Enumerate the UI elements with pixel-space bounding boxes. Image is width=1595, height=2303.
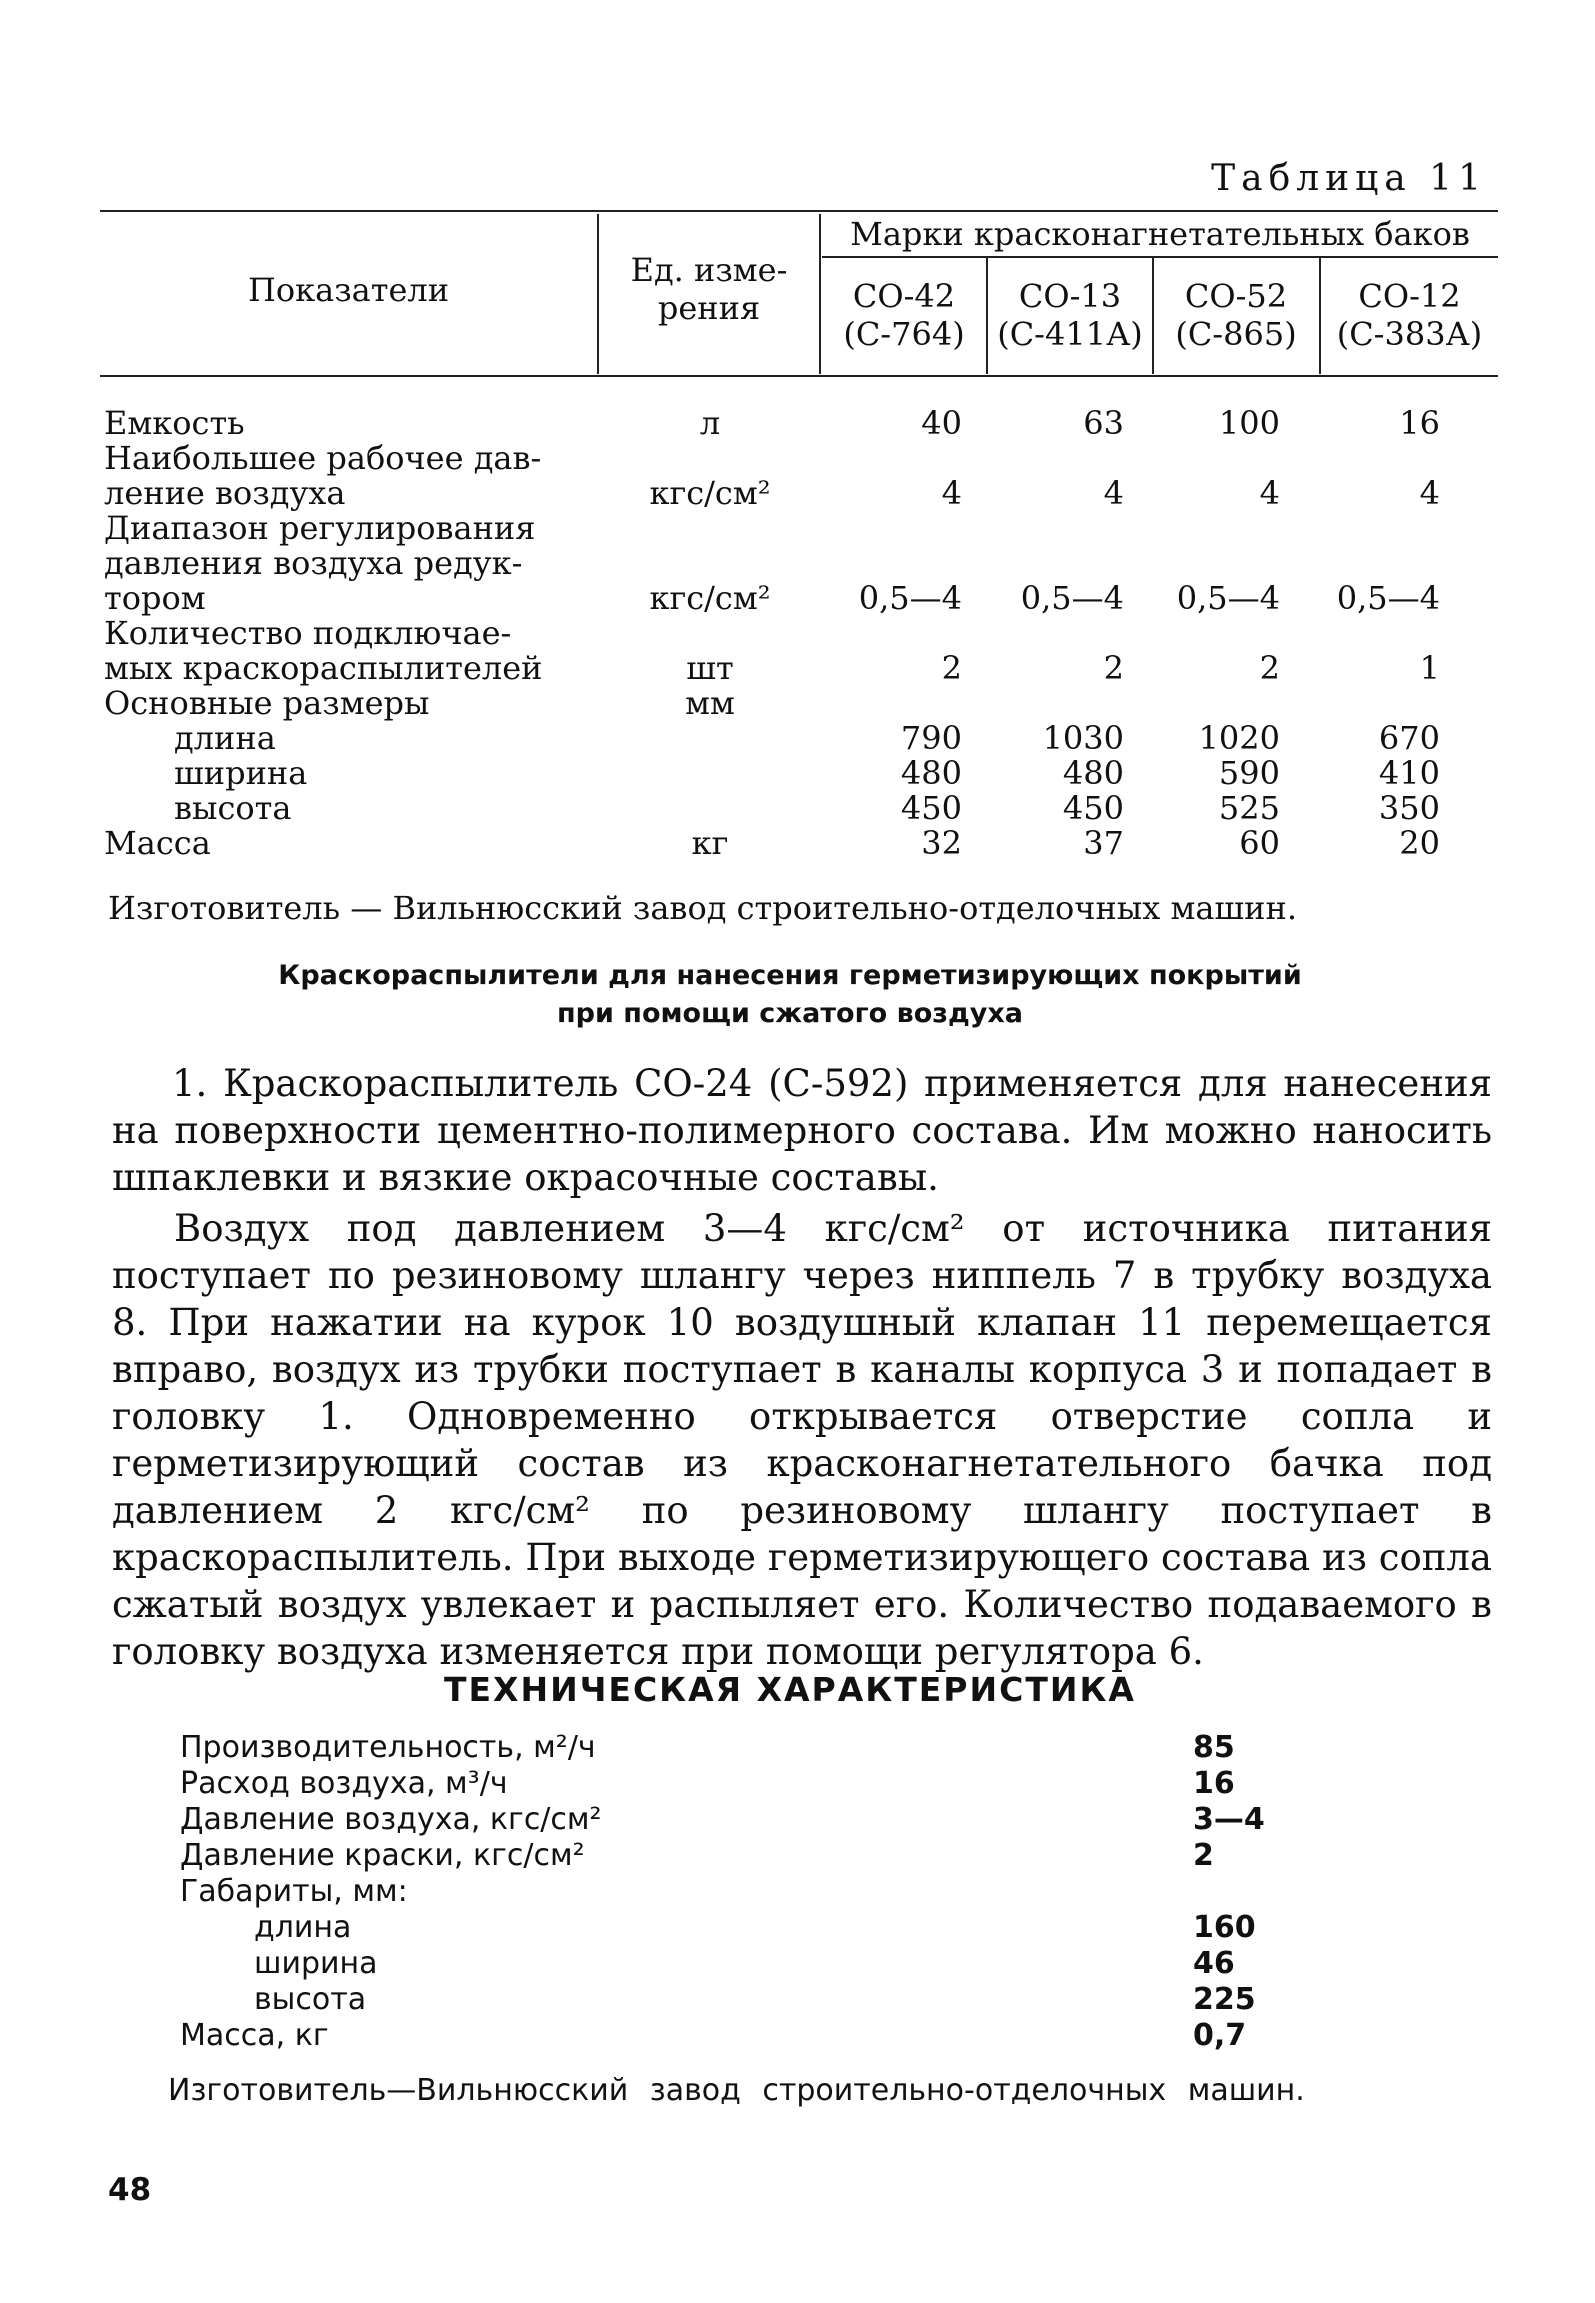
spec-label: Расход воздуха, м³/ч: [180, 1766, 508, 1801]
row-value: 450: [900, 789, 962, 827]
header-model: СО-52: [1184, 277, 1288, 315]
spec-value: 2: [1193, 1838, 1214, 1873]
row-label: тором: [104, 579, 206, 617]
spec-label: Производительность, м²/ч: [180, 1730, 596, 1765]
spec-label: Масса, кг: [180, 2018, 329, 2053]
row-value: 790: [900, 719, 962, 757]
spec-value: 160: [1193, 1910, 1256, 1945]
paragraph-description: Воздух под давлением 3—4 кгс/см² от источника питания поступает по резиновому шлангу через ниппель 7 в трубку воздуха 8. При нажатии на курок 10 воздушный клапан 11 перемещается вправо, воздух из трубки поступает в каналы корпуса 3 и попадает в головку 1. Одновременно открывается отверстие сопла и герметизирующий состав из красконагнетательного бачка под давлением 2 кгс/см² по резиновому шлангу поступает в краскораспылитель. При выходе герметизирующего состава из сопла сжатый воздух увлекает и распыляет его. Количество подаваемого в головку воздуха изменяется при помощи регулятора 6.: [112, 1207, 1492, 1673]
row-value: 32: [921, 824, 962, 862]
row-value: 1030: [1042, 719, 1124, 757]
row-label: Диапазон регулирования: [104, 509, 536, 547]
row-value: 4: [1259, 474, 1280, 512]
row-value: 4: [1419, 474, 1440, 512]
header-model-code: (С-383А): [1336, 315, 1483, 353]
row-unit: л: [699, 404, 721, 442]
row-value: 40: [921, 404, 962, 442]
row-value: 16: [1399, 404, 1440, 442]
row-label: Основные размеры: [104, 684, 430, 722]
row-value: 0,5—4: [858, 579, 962, 617]
header-indicators: Показатели: [247, 271, 450, 309]
paragraph-intro: 1. Краскораспылитель СО-24 (С-592) применяется для нанесения на поверхности цементно-полимерного состава. Им можно наносить шпаклевки и вязкие окрасочные составы.: [112, 1062, 1492, 1199]
header-unit-line2: рения: [657, 289, 761, 327]
row-label: Количество подключае-: [104, 614, 512, 652]
table-top-rule: [100, 210, 1498, 212]
row-value: 350: [1378, 789, 1440, 827]
section-title-line2: при помощи сжатого воздуха: [556, 998, 1023, 1029]
header-model: СО-13: [1018, 277, 1122, 315]
row-value: 2: [1259, 649, 1280, 687]
row-unit: шт: [686, 649, 734, 687]
header-group: Марки красконагнетательных баков: [850, 215, 1470, 253]
spec-label: длина: [254, 1910, 352, 1945]
row-value: 4: [1103, 474, 1124, 512]
table-header-rule: [100, 375, 1498, 377]
header-model-code: (С-865): [1175, 315, 1297, 353]
row-label: Наибольшее рабочее дав-: [104, 439, 542, 477]
header-unit-line1: Ед. изме-: [630, 251, 788, 289]
header-model: СО-42: [852, 277, 956, 315]
row-value: 0,5—4: [1176, 579, 1280, 617]
row-value: 410: [1378, 754, 1440, 792]
row-value: 1020: [1198, 719, 1280, 757]
row-label: Масса: [104, 824, 211, 862]
spec-value: 0,7: [1193, 2018, 1247, 2053]
spec-label: высота: [254, 1982, 367, 2017]
row-unit: кгс/см²: [649, 579, 771, 617]
row-value: 4: [941, 474, 962, 512]
row-value: 2: [941, 649, 962, 687]
row-value: 37: [1083, 824, 1124, 862]
row-value: 670: [1378, 719, 1440, 757]
row-value: 480: [1062, 754, 1124, 792]
spec-label: Давление краски, кгс/см²: [180, 1838, 585, 1873]
row-label: ширина: [174, 754, 308, 792]
spec-label: Габариты, мм:: [180, 1874, 408, 1909]
row-label: Емкость: [104, 404, 245, 442]
row-label: давления воздуха редук-: [104, 544, 523, 582]
row-value: 0,5—4: [1020, 579, 1124, 617]
spec-value: 85: [1193, 1730, 1235, 1765]
row-value: 480: [900, 754, 962, 792]
row-value: 63: [1083, 404, 1124, 442]
row-value: 20: [1399, 824, 1440, 862]
row-value: 60: [1239, 824, 1280, 862]
spec-value: 46: [1193, 1946, 1235, 1981]
header-divider: [819, 214, 821, 374]
row-value: 450: [1062, 789, 1124, 827]
group-underline: [822, 256, 1498, 258]
table-caption: Таблица 11: [1211, 158, 1487, 199]
spec-label: ширина: [254, 1946, 378, 1981]
spec-value: 16: [1193, 1766, 1235, 1801]
row-value: 525: [1218, 789, 1280, 827]
row-value: 2: [1103, 649, 1124, 687]
section-title-line1: Краскораспылители для нанесения герметизирующих покрытий: [278, 960, 1302, 991]
row-unit: мм: [685, 684, 735, 722]
page-number: 48: [108, 2172, 152, 2208]
row-value: 590: [1218, 754, 1280, 792]
row-label: мых краскораспылителей: [104, 649, 543, 687]
spec-value: 3—4: [1193, 1802, 1265, 1837]
row-label: высота: [174, 789, 292, 827]
row-unit: кг: [691, 824, 729, 862]
row-value: 100: [1218, 404, 1280, 442]
row-unit: кгс/см²: [649, 474, 771, 512]
tech-maker: Изготовитель—Вильнюсский завод строительно-отделочных машин.: [168, 2073, 1305, 2108]
row-label: ление воздуха: [104, 474, 346, 512]
spec-label: Давление воздуха, кгс/см²: [180, 1802, 602, 1837]
header-model: СО-12: [1358, 277, 1461, 315]
header-model-code: (С-764): [843, 315, 965, 353]
header-model-code: (С-411А): [997, 315, 1143, 353]
row-value: 0,5—4: [1336, 579, 1440, 617]
spec-value: 225: [1193, 1982, 1256, 2017]
row-value: 1: [1419, 649, 1440, 687]
tech-title: ТЕХНИЧЕСКАЯ ХАРАКТЕРИСТИКА: [444, 1670, 1136, 1709]
row-label: длина: [174, 719, 276, 757]
maker-note: Изготовитель — Вильнюсский завод строительно-отделочных машин.: [108, 889, 1297, 927]
